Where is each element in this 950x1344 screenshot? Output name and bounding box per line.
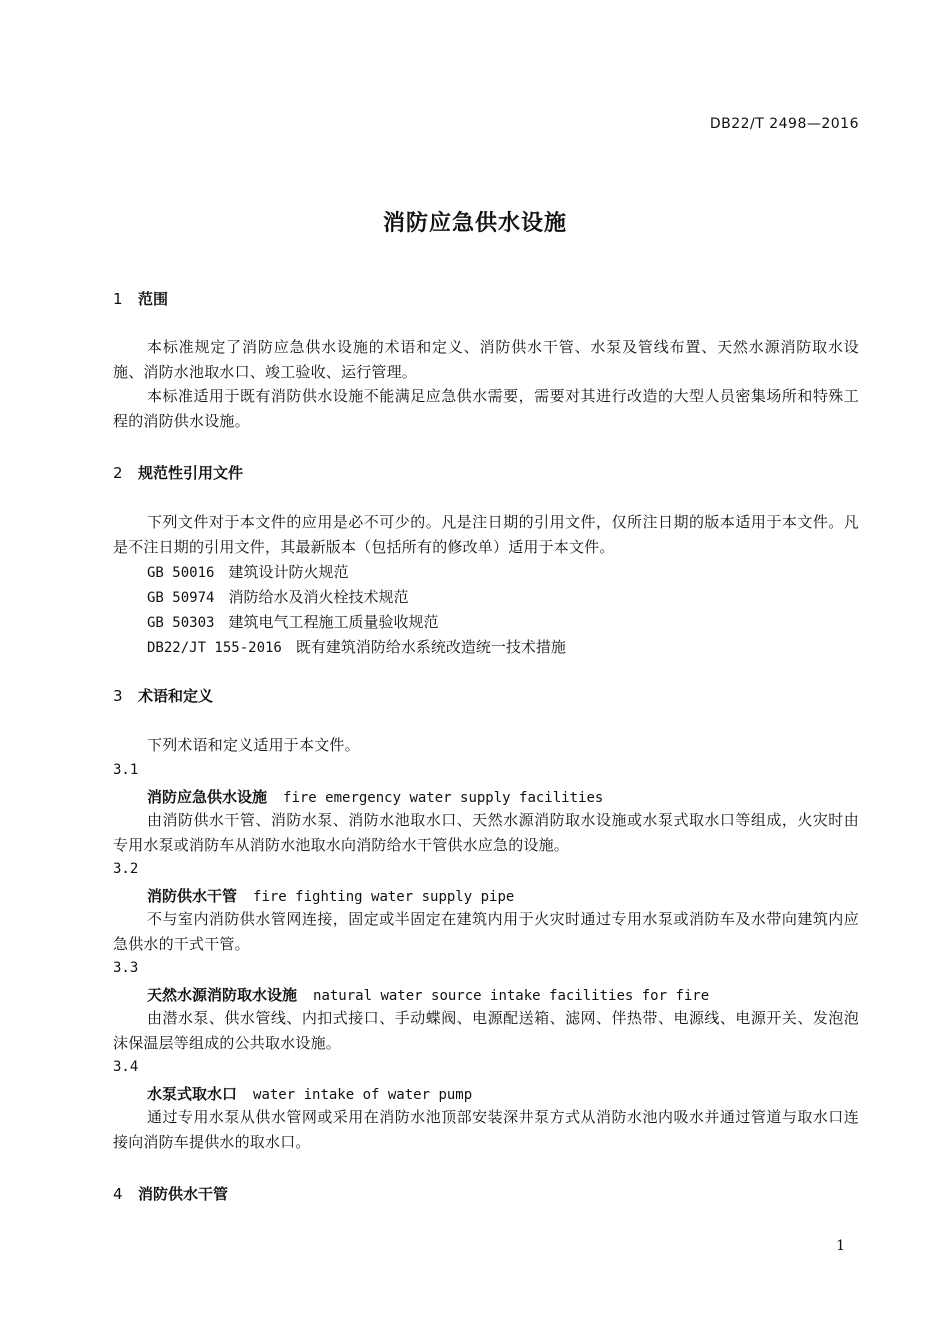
standard-code: DB22/T 2498—2016 xyxy=(709,116,859,132)
reference-name: 消防给水及消火栓技术规范 xyxy=(228,588,409,606)
section-title: 术语和定义 xyxy=(138,687,214,705)
term-en: natural water source intake facilities for fire xyxy=(313,988,710,1004)
term-en: fire fighting water supply pipe xyxy=(253,889,515,905)
section-number: 2 xyxy=(113,464,123,482)
term-heading xyxy=(147,885,514,906)
reference-code: DB22/JT 155-2016 xyxy=(147,640,282,656)
term-en: fire emergency water supply facilities xyxy=(283,790,604,806)
section-number: 1 xyxy=(113,290,123,308)
reference-code: GB 50974 xyxy=(147,590,215,606)
scope-paragraph-2: 本标准适用于既有消防供水设施不能满足应急供水需要，需要对其进行改造的大型人员密集场所和特殊工程的消防供水设施。 xyxy=(113,387,859,430)
reference-item xyxy=(147,586,408,607)
term-definition: 不与室内消防供水管网连接，固定或半固定在建筑内用于火灾时通过专用水泵或消防车及水带向建筑内应急供水的干式干管。 xyxy=(113,910,859,953)
document-title: 消防应急供水设施 xyxy=(382,211,567,236)
term-zh: 消防应急供水设施 xyxy=(147,788,268,806)
term-definition: 由潜水泵、供水管线、内扣式接口、手动蝶阀、电源配送箱、滤网、伴热带、电源线、电源开关、发泡泡沫保温层等组成的公共取水设施。 xyxy=(113,1009,859,1052)
term-en: water intake of water pump xyxy=(253,1087,473,1103)
term-number: 3.4 xyxy=(113,1059,139,1075)
term-heading xyxy=(147,984,709,1005)
reference-code: GB 50016 xyxy=(147,565,215,581)
section-title: 规范性引用文件 xyxy=(138,464,244,482)
reference-name: 建筑设计防火规范 xyxy=(228,563,349,581)
term-definition: 由消防供水干管、消防水泵、消防水池取水口、天然水源消防取水设施或水泵式取水口等组成，火灾时由专用水泵或消防车从消防水池取水向消防给水干管供水应急的设施。 xyxy=(113,811,859,854)
term-number: 3.3 xyxy=(113,960,139,976)
section-number: 3 xyxy=(113,687,123,705)
scope-paragraph-1: 本标准规定了消防应急供水设施的术语和定义、消防供水干管、水泵及管线布置、天然水源消防取水设施、消防水池取水口、竣工验收、运行管理。 xyxy=(113,338,859,381)
term-number: 3.2 xyxy=(113,861,139,877)
page-number: 1 xyxy=(836,1238,845,1254)
term-heading xyxy=(147,786,603,807)
reference-item xyxy=(147,636,566,657)
reference-code: GB 50303 xyxy=(147,615,215,631)
section-title: 消防供水干管 xyxy=(138,1185,229,1203)
section-heading-1 xyxy=(113,288,168,309)
term-zh: 水泵式取水口 xyxy=(147,1085,238,1103)
reference-name: 建筑电气工程施工质量验收规范 xyxy=(228,613,439,631)
section-heading-3 xyxy=(113,685,213,706)
refs-intro: 下列文件对于本文件的应用是必不可少的。凡是注日期的引用文件，仅所注日期的版本适用于本文件。凡是不注日期的引用文件，其最新版本（包括所有的修改单）适用于本文件。 xyxy=(113,513,859,556)
term-zh: 天然水源消防取水设施 xyxy=(147,986,298,1004)
reference-name: 既有建筑消防给水系统改造统一技术措施 xyxy=(295,638,566,656)
reference-item xyxy=(147,561,348,582)
section-heading-4 xyxy=(113,1183,228,1204)
term-zh: 消防供水干管 xyxy=(147,887,238,905)
reference-item xyxy=(147,611,438,632)
section-heading-2 xyxy=(113,462,243,483)
section-title: 范围 xyxy=(138,290,169,308)
term-heading xyxy=(147,1083,472,1104)
section-number: 4 xyxy=(113,1185,123,1203)
term-definition: 通过专用水泵从供水管网或采用在消防水池顶部安装深井泵方式从消防水池内吸水并通过管道与取水口连接向消防车提供水的取水口。 xyxy=(113,1108,859,1151)
terms-intro: 下列术语和定义适用于本文件。 xyxy=(147,736,360,754)
term-number: 3.1 xyxy=(113,762,139,778)
